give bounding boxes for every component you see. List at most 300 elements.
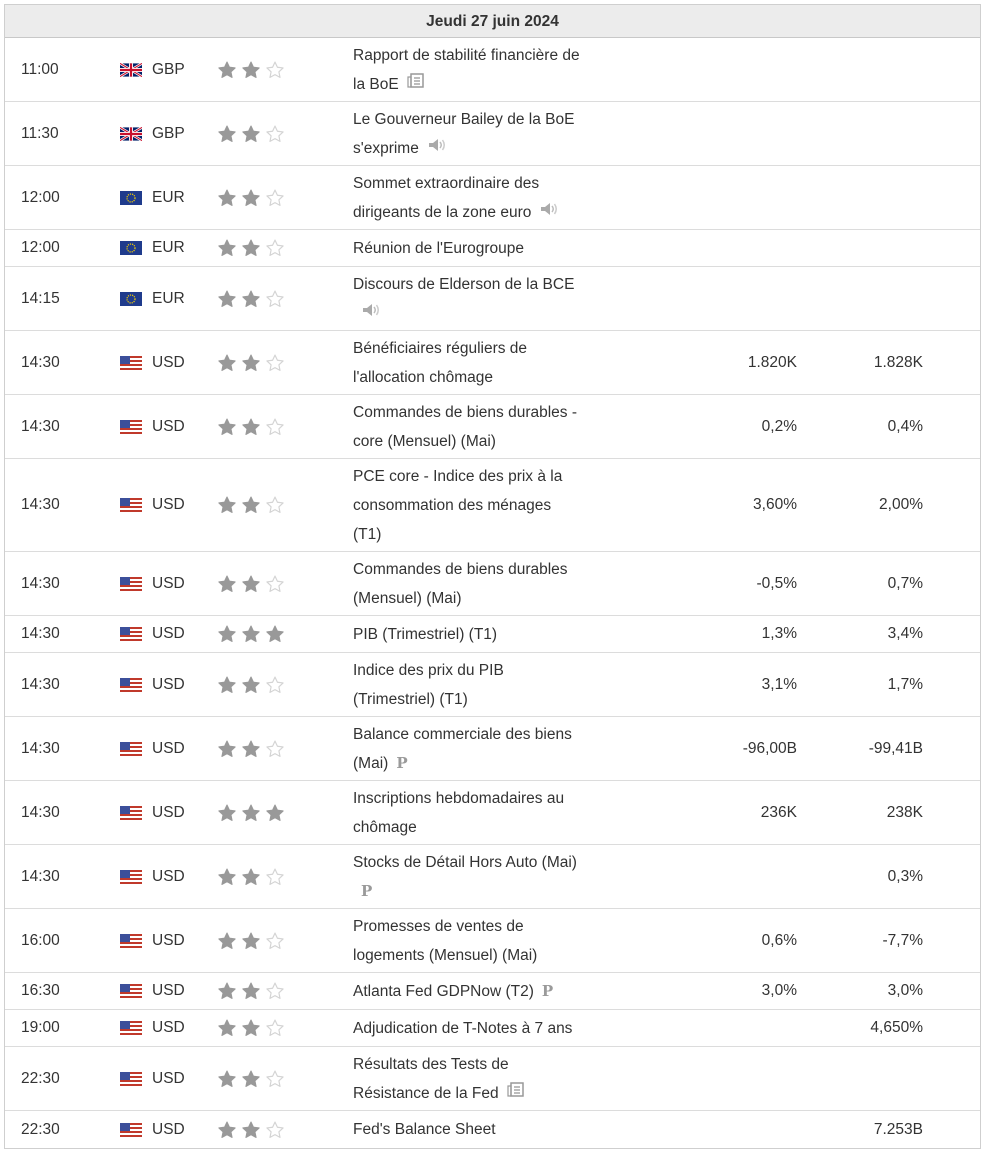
star-filled-icon: [241, 188, 261, 208]
star-filled-icon: [217, 188, 237, 208]
event-name[interactable]: [353, 848, 633, 906]
currency-code: USD: [152, 1120, 185, 1138]
event-currency: [120, 1010, 185, 1046]
event-name-line: [353, 977, 633, 1006]
actual-value: [645, 267, 797, 330]
event-name[interactable]: [353, 784, 633, 842]
event-name-text: Sommet extraordinaire des: [353, 175, 540, 192]
event-row[interactable]: [5, 616, 980, 653]
star-filled-icon: [217, 417, 237, 437]
previous-value: 2,00%: [879, 496, 923, 513]
previous-value: 3,4%: [887, 625, 923, 642]
event-row[interactable]: [5, 267, 980, 331]
star-empty-icon: [265, 1120, 285, 1140]
actual-value: [645, 230, 797, 266]
star-filled-icon: [241, 574, 261, 594]
star-filled-icon: [241, 739, 261, 759]
previous-value: [805, 230, 923, 266]
event-time: 14:30: [21, 803, 60, 821]
document-icon[interactable]: [407, 70, 425, 99]
event-currency: [120, 102, 185, 165]
day-header: Jeudi 27 juin 2024: [5, 5, 980, 38]
flag-us-icon: [120, 1123, 142, 1137]
event-name-text: Commandes de biens durables: [353, 561, 568, 578]
importance-stars: [217, 331, 285, 394]
event-name-text: Résistance de la Fed: [353, 1085, 499, 1102]
actual-value: [645, 38, 797, 101]
importance-stars: [217, 267, 285, 330]
star-filled-icon: [241, 931, 261, 951]
event-name-line: [353, 169, 633, 198]
star-filled-icon: [241, 803, 261, 823]
importance-stars: [217, 1111, 285, 1148]
event-name-line: [353, 198, 633, 227]
event-name[interactable]: [353, 41, 633, 99]
event-name-line: [353, 749, 633, 778]
flag-us-icon: [120, 870, 142, 884]
currency-code: EUR: [152, 188, 185, 206]
event-name-line: [353, 555, 633, 584]
event-name-line: [353, 234, 633, 263]
star-filled-icon: [217, 1120, 237, 1140]
star-filled-icon: [265, 624, 285, 644]
previous-value: 1,7%: [887, 675, 923, 693]
star-filled-icon: [241, 624, 261, 644]
event-time: 11:30: [21, 124, 59, 142]
star-filled-icon: [241, 353, 261, 373]
currency-code: USD: [152, 1069, 185, 1087]
event-name-line: [353, 299, 633, 328]
event-name-line: [353, 41, 633, 70]
event-currency: [120, 552, 185, 615]
event-currency: [120, 781, 185, 844]
event-name-line: [353, 520, 633, 549]
currency-code: EUR: [152, 239, 185, 256]
star-filled-icon: [217, 1018, 237, 1038]
event-name-text: (Trimestriel) (T1): [353, 691, 468, 708]
event-row[interactable]: [5, 1047, 980, 1111]
star-filled-icon: [241, 1018, 261, 1038]
event-row[interactable]: [5, 166, 980, 230]
importance-stars: [217, 781, 285, 844]
document-icon[interactable]: [507, 1079, 525, 1108]
event-time: 14:30: [21, 739, 60, 757]
event-time: 14:30: [21, 867, 60, 885]
previous-value: 238K: [886, 803, 923, 821]
event-name-text: consommation des ménages: [353, 497, 552, 514]
actual-value: 1,3%: [761, 625, 797, 642]
event-row[interactable]: [5, 38, 980, 102]
star-filled-icon: [241, 417, 261, 437]
event-list: [5, 38, 980, 1148]
event-name-text: Adjudication de T-Notes à 7 ans: [353, 1020, 573, 1037]
event-time: 14:30: [21, 574, 60, 592]
star-filled-icon: [241, 1120, 261, 1140]
speaker-icon[interactable]: [361, 299, 381, 328]
event-name-text: s'exprime: [353, 140, 419, 157]
previous-value: 7.253B: [873, 1120, 923, 1138]
event-time: 12:00: [21, 239, 60, 256]
star-filled-icon: [217, 803, 237, 823]
event-name-text: (T1): [353, 526, 382, 543]
previous-value: 0,4%: [887, 417, 923, 435]
event-currency: [120, 395, 185, 458]
actual-value: 3,1%: [761, 675, 797, 693]
event-name-line: [353, 877, 633, 906]
star-filled-icon: [217, 574, 237, 594]
event-name-text: chômage: [353, 819, 417, 836]
flag-us-icon: [120, 420, 142, 434]
event-name[interactable]: [353, 555, 633, 613]
event-time: 14:30: [21, 625, 60, 642]
event-name-text: dirigeants de la zone euro: [353, 204, 532, 221]
event-currency: [120, 331, 185, 394]
actual-value: 0,2%: [761, 417, 797, 435]
event-time: 19:00: [21, 1019, 60, 1036]
event-currency: [120, 1047, 185, 1110]
event-name-text: Réunion de l'Eurogroupe: [353, 240, 524, 257]
event-time: 14:30: [21, 353, 60, 371]
star-filled-icon: [217, 931, 237, 951]
currency-code: USD: [152, 867, 185, 885]
currency-code: EUR: [152, 289, 185, 307]
star-filled-icon: [241, 124, 261, 144]
importance-stars: [217, 909, 285, 972]
star-empty-icon: [265, 417, 285, 437]
event-name-text: Fed's Balance Sheet: [353, 1121, 496, 1138]
previous-value: 0,7%: [887, 574, 923, 592]
currency-code: GBP: [152, 124, 185, 142]
event-name-text: logements (Mensuel) (Mai): [353, 947, 538, 964]
event-name-text: Le Gouverneur Bailey de la BoE: [353, 111, 575, 128]
previous-value: 0,3%: [887, 867, 923, 885]
event-name[interactable]: [353, 234, 633, 263]
star-filled-icon: [241, 60, 261, 80]
event-name[interactable]: [353, 334, 633, 392]
star-filled-icon: [217, 238, 237, 258]
star-filled-icon: [241, 867, 261, 887]
actual-value: -0,5%: [756, 574, 797, 592]
importance-stars: [217, 38, 285, 101]
event-name-line: [353, 620, 633, 649]
event-row[interactable]: [5, 909, 980, 973]
event-name-line: [353, 334, 633, 363]
event-name-line: [353, 105, 633, 134]
event-name-text: Rapport de stabilité financière de: [353, 47, 580, 64]
star-empty-icon: [265, 1018, 285, 1038]
event-name-line: [353, 363, 633, 392]
event-name-text: Balance commerciale des biens: [353, 726, 572, 743]
event-time: 11:00: [21, 60, 59, 78]
event-row[interactable]: [5, 395, 980, 459]
event-time: 22:30: [21, 1069, 60, 1087]
event-name-text: PIB (Trimestriel) (T1): [353, 626, 498, 643]
star-filled-icon: [217, 739, 237, 759]
event-name[interactable]: [353, 1115, 633, 1144]
flag-eu-icon: [120, 241, 142, 255]
event-name-line: [353, 1014, 633, 1043]
event-name-text: l'allocation chômage: [353, 369, 493, 386]
event-name-text: (Mai): [353, 755, 389, 772]
event-name-line: [353, 1079, 633, 1108]
star-filled-icon: [265, 803, 285, 823]
actual-value: 3,0%: [761, 982, 797, 999]
event-time: 22:30: [21, 1120, 60, 1138]
event-name-line: [353, 584, 633, 613]
event-currency: [120, 166, 185, 229]
event-time: 14:30: [21, 496, 60, 513]
speaker-icon[interactable]: [427, 134, 447, 163]
currency-code: USD: [152, 625, 185, 642]
currency-code: USD: [152, 931, 185, 949]
speaker-icon[interactable]: [539, 198, 559, 227]
currency-code: USD: [152, 675, 185, 693]
previous-value: -99,41B: [868, 739, 923, 757]
event-name-text: Atlanta Fed GDPNow (T2): [353, 983, 534, 1000]
actual-value: 3,60%: [753, 496, 797, 513]
flag-gb-icon: [120, 127, 142, 141]
event-row[interactable]: [5, 1111, 980, 1148]
importance-stars: [217, 230, 285, 266]
star-filled-icon: [217, 60, 237, 80]
flag-eu-icon: [120, 292, 142, 306]
flag-eu-icon: [120, 191, 142, 205]
event-row[interactable]: [5, 331, 980, 395]
currency-code: USD: [152, 739, 185, 757]
importance-stars: [217, 717, 285, 780]
event-row[interactable]: [5, 653, 980, 717]
flag-us-icon: [120, 934, 142, 948]
importance-stars: [217, 102, 285, 165]
event-name-text: Promesses de ventes de: [353, 918, 524, 935]
event-name-text: la BoE: [353, 76, 399, 93]
star-empty-icon: [265, 739, 285, 759]
event-name[interactable]: [353, 1050, 633, 1108]
event-name-text: Discours de Elderson de la BCE: [353, 276, 575, 293]
event-name[interactable]: [353, 912, 633, 970]
event-name[interactable]: [353, 105, 633, 163]
flag-us-icon: [120, 1021, 142, 1035]
event-row[interactable]: [5, 230, 980, 267]
event-name-line: [353, 1050, 633, 1079]
event-currency: [120, 909, 185, 972]
actual-value: -96,00B: [742, 739, 797, 757]
flag-us-icon: [120, 627, 142, 641]
event-name-text: PCE core - Indice des prix à la: [353, 468, 563, 485]
event-row[interactable]: [5, 781, 980, 845]
actual-value: [645, 845, 797, 908]
event-name-text: Stocks de Détail Hors Auto (Mai): [353, 854, 577, 871]
event-name-line: [353, 685, 633, 714]
preliminary-icon[interactable]: P: [361, 882, 373, 900]
event-row[interactable]: [5, 973, 980, 1010]
actual-value: 1.820K: [747, 353, 797, 371]
star-empty-icon: [265, 574, 285, 594]
event-name-line: [353, 720, 633, 749]
event-currency: [120, 616, 185, 652]
currency-code: USD: [152, 1019, 185, 1036]
importance-stars: [217, 1047, 285, 1110]
event-name[interactable]: [353, 270, 633, 328]
event-name-line: [353, 1115, 633, 1144]
currency-code: USD: [152, 353, 185, 371]
flag-us-icon: [120, 356, 142, 370]
flag-us-icon: [120, 742, 142, 756]
importance-stars: [217, 1010, 285, 1046]
importance-stars: [217, 845, 285, 908]
star-empty-icon: [265, 867, 285, 887]
event-name[interactable]: [353, 620, 633, 649]
event-name-line: [353, 912, 633, 941]
event-time: 14:15: [21, 289, 60, 307]
previous-value: [805, 102, 923, 165]
event-name-text: Résultats des Tests de: [353, 1056, 509, 1073]
event-currency: [120, 717, 185, 780]
actual-value: 236K: [760, 803, 797, 821]
preliminary-icon[interactable]: P: [396, 754, 408, 772]
flag-us-icon: [120, 1072, 142, 1086]
star-filled-icon: [217, 867, 237, 887]
event-currency: [120, 973, 185, 1009]
previous-value: [805, 267, 923, 330]
event-name-line: [353, 848, 633, 877]
previous-value: 3,0%: [887, 982, 923, 999]
star-filled-icon: [217, 124, 237, 144]
importance-stars: [217, 459, 285, 551]
star-empty-icon: [265, 981, 285, 1001]
event-row[interactable]: [5, 552, 980, 616]
flag-us-icon: [120, 678, 142, 692]
event-name-line: [353, 941, 633, 970]
previous-value: [805, 38, 923, 101]
star-empty-icon: [265, 238, 285, 258]
importance-stars: [217, 552, 285, 615]
event-row[interactable]: [5, 717, 980, 781]
star-filled-icon: [217, 353, 237, 373]
star-empty-icon: [265, 675, 285, 695]
event-currency: [120, 845, 185, 908]
event-name-text: core (Mensuel) (Mai): [353, 433, 496, 450]
importance-stars: [217, 395, 285, 458]
event-name[interactable]: [353, 462, 633, 549]
star-filled-icon: [241, 1069, 261, 1089]
previous-value: -7,7%: [882, 931, 923, 949]
event-name-text: (Mensuel) (Mai): [353, 590, 462, 607]
event-name-line: [353, 784, 633, 813]
event-name[interactable]: [353, 977, 633, 1006]
star-empty-icon: [265, 60, 285, 80]
star-filled-icon: [217, 1069, 237, 1089]
currency-code: GBP: [152, 60, 185, 78]
event-time: 12:00: [21, 188, 60, 206]
actual-value: 0,6%: [761, 931, 797, 949]
event-name-text: Commandes de biens durables -: [353, 404, 578, 421]
flag-us-icon: [120, 498, 142, 512]
event-currency: [120, 459, 185, 551]
previous-value: [805, 1047, 923, 1110]
star-empty-icon: [265, 495, 285, 515]
actual-value: [645, 1047, 797, 1110]
star-filled-icon: [241, 981, 261, 1001]
star-empty-icon: [265, 124, 285, 144]
event-name[interactable]: [353, 398, 633, 456]
event-name[interactable]: [353, 720, 633, 778]
event-name-line: [353, 462, 633, 491]
event-time: 16:30: [21, 982, 60, 999]
event-row[interactable]: [5, 102, 980, 166]
importance-stars: [217, 653, 285, 716]
currency-code: USD: [152, 417, 185, 435]
flag-us-icon: [120, 577, 142, 591]
actual-value: [645, 1111, 797, 1148]
event-name-line: [353, 134, 633, 163]
previous-value: [805, 166, 923, 229]
event-name-line: [353, 270, 633, 299]
actual-value: [645, 1010, 797, 1046]
event-name-line: [353, 70, 633, 99]
event-name[interactable]: [353, 656, 633, 714]
star-filled-icon: [241, 289, 261, 309]
importance-stars: [217, 973, 285, 1009]
star-filled-icon: [241, 495, 261, 515]
event-name-text: Inscriptions hebdomadaires au: [353, 790, 565, 807]
flag-gb-icon: [120, 63, 142, 77]
star-empty-icon: [265, 353, 285, 373]
previous-value: 4,650%: [870, 1019, 923, 1036]
preliminary-icon[interactable]: P: [541, 982, 554, 1000]
event-currency: [120, 230, 185, 266]
flag-us-icon: [120, 984, 142, 998]
event-currency: [120, 1111, 185, 1148]
currency-code: USD: [152, 982, 185, 999]
event-name-line: [353, 491, 633, 520]
event-row[interactable]: [5, 845, 980, 909]
event-time: 16:00: [21, 931, 60, 949]
star-filled-icon: [217, 675, 237, 695]
economic-calendar: [4, 4, 981, 1149]
star-filled-icon: [217, 289, 237, 309]
event-name-line: [353, 813, 633, 842]
star-filled-icon: [217, 624, 237, 644]
importance-stars: [217, 616, 285, 652]
event-name-line: [353, 656, 633, 685]
currency-code: USD: [152, 496, 185, 513]
event-currency: [120, 38, 185, 101]
event-row[interactable]: [5, 1010, 980, 1047]
star-empty-icon: [265, 188, 285, 208]
star-empty-icon: [265, 1069, 285, 1089]
event-currency: [120, 267, 185, 330]
star-filled-icon: [241, 238, 261, 258]
currency-code: USD: [152, 574, 185, 592]
event-time: 14:30: [21, 675, 60, 693]
actual-value: [645, 102, 797, 165]
star-empty-icon: [265, 931, 285, 951]
event-name[interactable]: [353, 169, 633, 227]
star-filled-icon: [217, 981, 237, 1001]
importance-stars: [217, 166, 285, 229]
flag-us-icon: [120, 806, 142, 820]
event-name[interactable]: [353, 1014, 633, 1043]
event-time: 14:30: [21, 417, 60, 435]
event-name-text: Indice des prix du PIB: [353, 662, 504, 679]
star-filled-icon: [217, 495, 237, 515]
star-empty-icon: [265, 289, 285, 309]
event-currency: [120, 653, 185, 716]
event-name-line: [353, 398, 633, 427]
previous-value: 1.828K: [873, 353, 923, 371]
event-row[interactable]: [5, 459, 980, 552]
